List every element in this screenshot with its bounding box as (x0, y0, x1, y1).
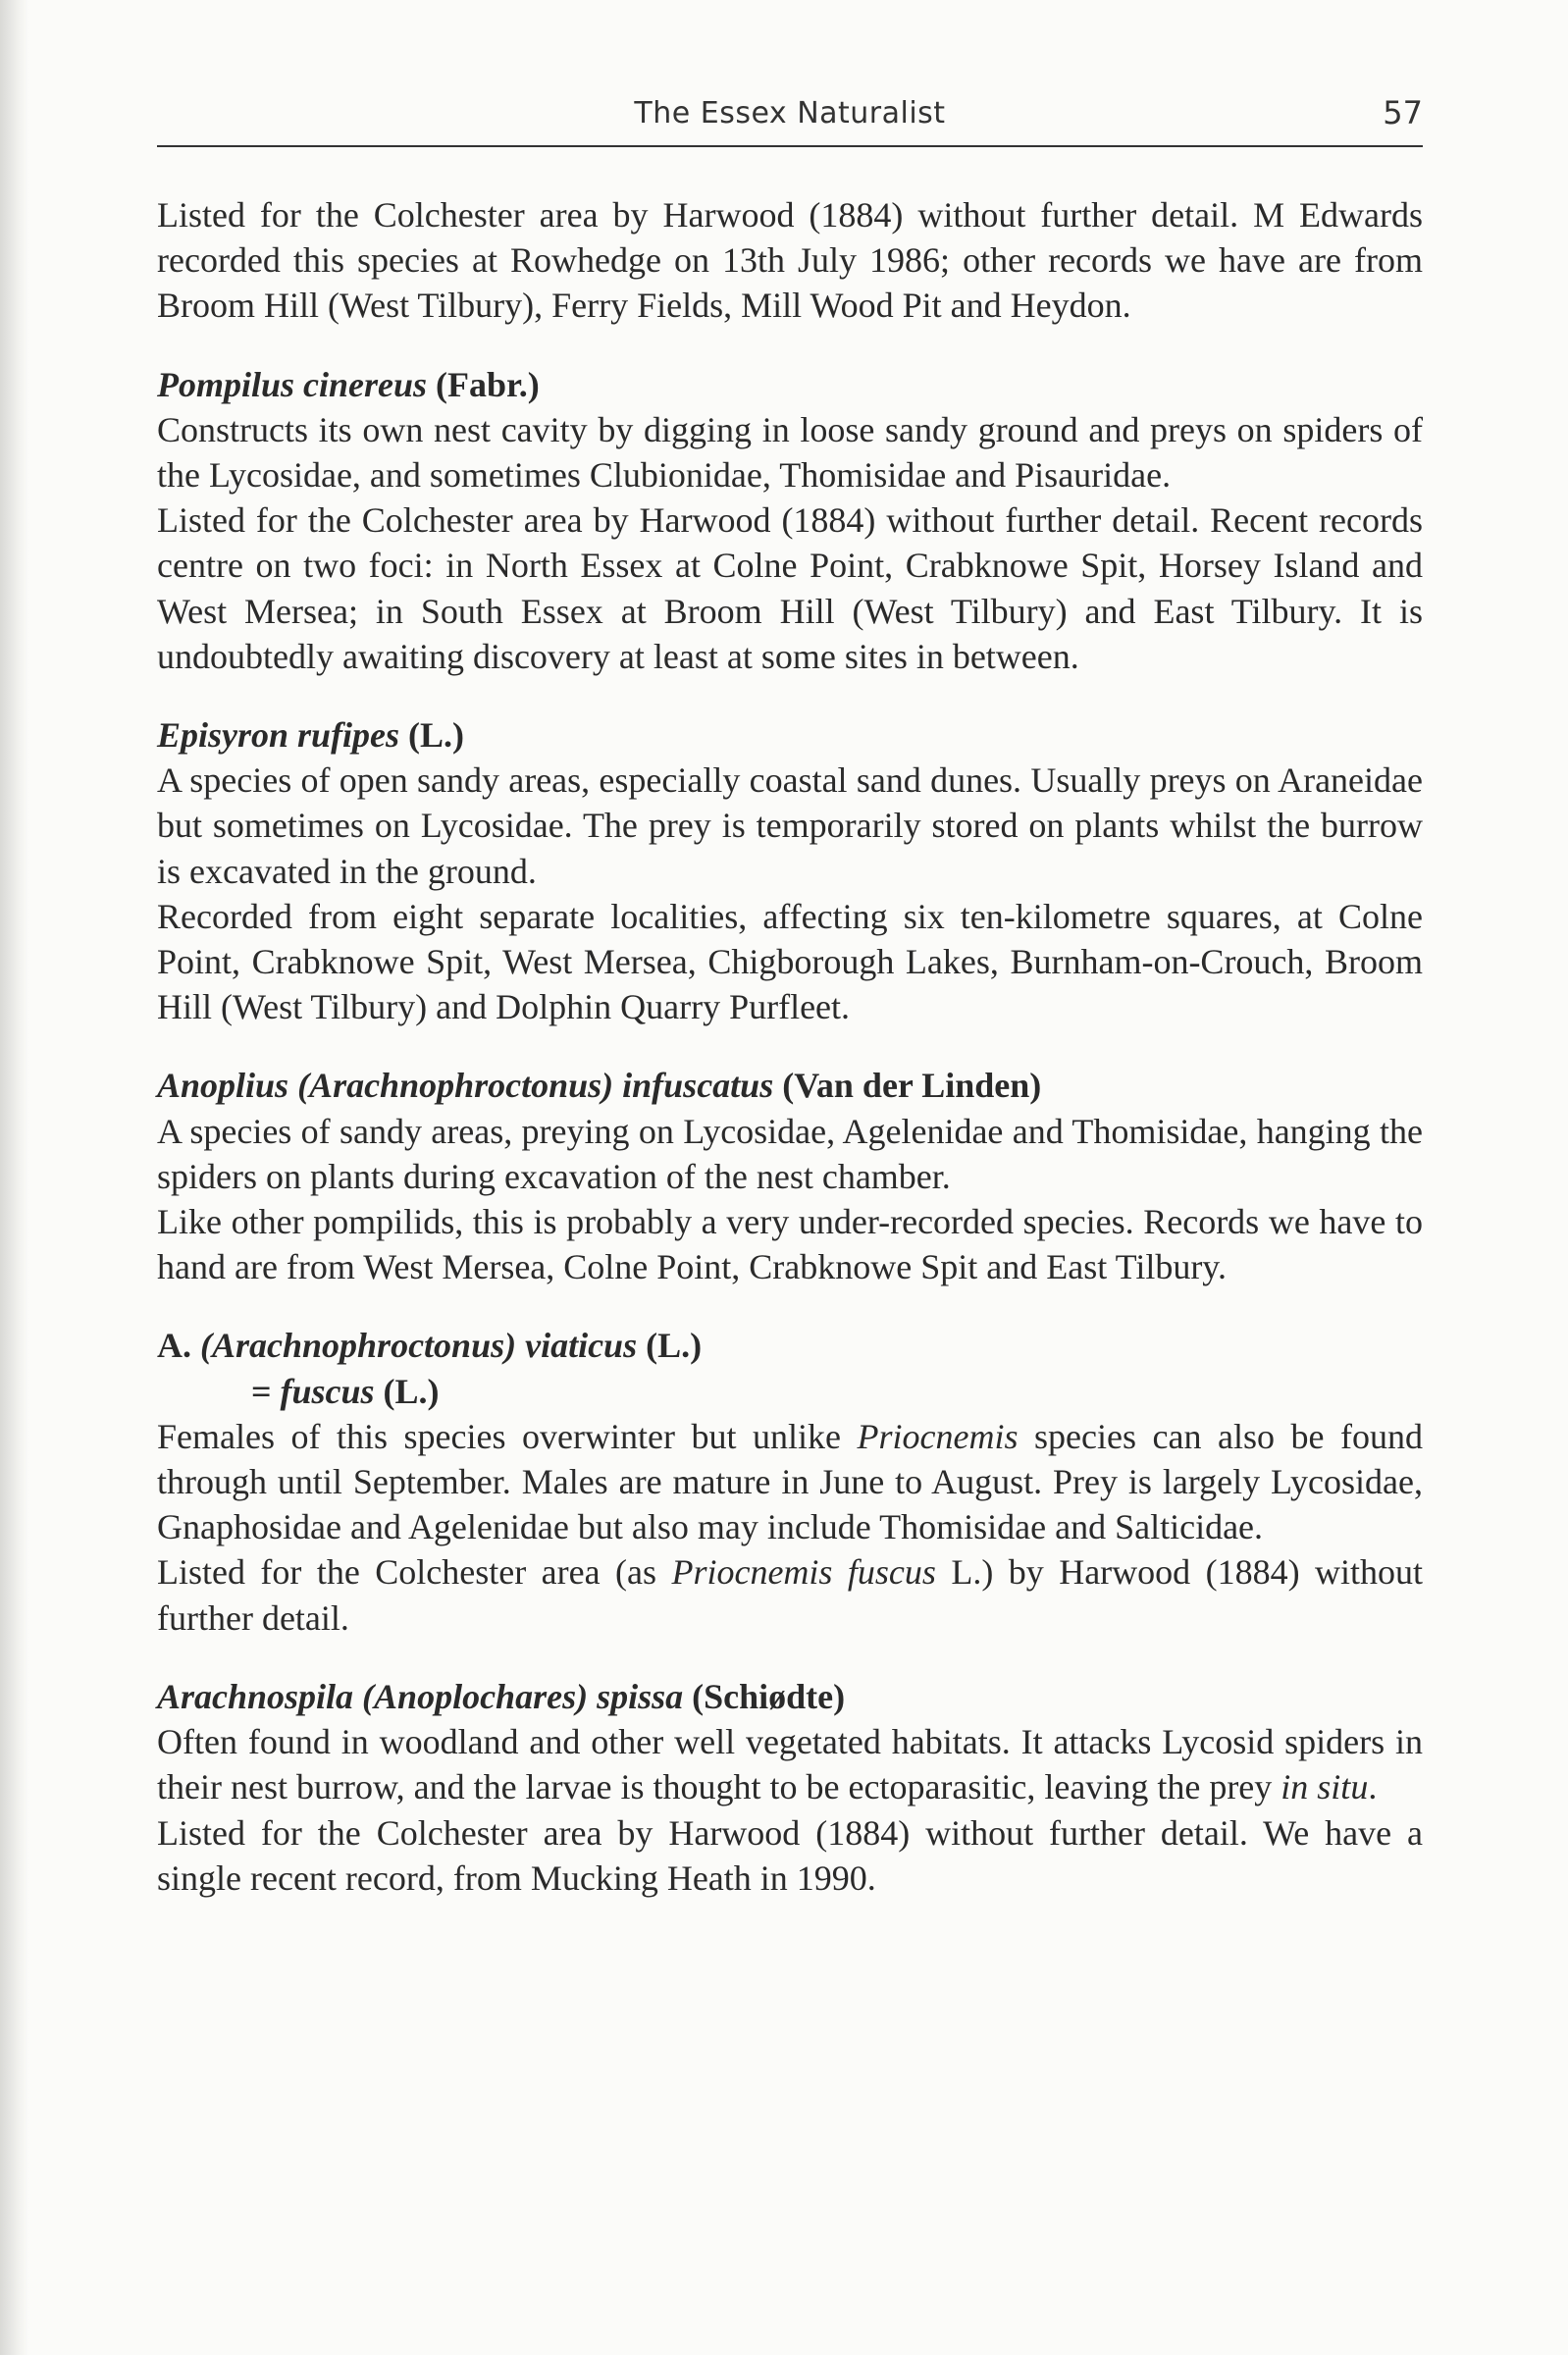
page-number: 57 (1383, 94, 1423, 131)
species-heading (157, 1323, 1423, 1368)
species-records: Listed for the Colchester area by Harwood (1884) without further detail. We have a single recent record, from Mucking Heath in 1990. (157, 1812, 1423, 1898)
page-body (157, 192, 1423, 1934)
species-records: Like other pompilids, this is probably a very under-recorded species. Records we have to hand are from West Mersea, Colne Point, Crabknowe Spit and East Tilbury. (157, 1202, 1423, 1287)
page-header (157, 90, 1423, 147)
species-heading (157, 362, 1423, 407)
running-title: The Essex Naturalist (634, 96, 946, 131)
species-description: A species of sandy areas, preying on Lycosidae, Agelenidae and Thomisidae, hanging the spiders on plants during excavation of the nest chamber. (157, 1111, 1423, 1196)
species-records: Recorded from eight separate localities, affecting six ten-kilometre squares, at Colne Point, Crabknowe Spit, West Mersea, Chigborough Lakes, Burnham-on-Crouch, Broom Hill (West Tilbury) and Dolphin Quarry Purfleet. (157, 896, 1423, 1027)
species-heading (157, 1674, 1423, 1719)
species-entry-arachnospila (157, 1674, 1423, 1901)
italic-phrase: in situ (1281, 1767, 1369, 1807)
species-entry-episyron (157, 712, 1423, 1029)
intro-entry (157, 192, 1423, 329)
synonym-authority: (L.) (383, 1371, 440, 1411)
species-heading (157, 712, 1423, 758)
text-run: Listed for the Colchester area (as (157, 1552, 657, 1593)
species-description (157, 1719, 1423, 1809)
species-name: Episyron rufipes (157, 715, 400, 756)
species-entry-anoplius-infuscatus (157, 1063, 1423, 1289)
species-entry-pompilus (157, 362, 1423, 679)
synonym-equals: = (251, 1371, 272, 1411)
species-heading (157, 1063, 1423, 1108)
species-name: (Arachnophroctonus) viaticus (200, 1326, 638, 1366)
species-authority: (Fabr.) (436, 364, 540, 404)
species-records: Listed for the Colchester area by Harwood (1884) without further detail. Recent records centre on two foci: in North Essex at Colne Point, Crabknowe Spit, Horsey Island and West Mersea; in South Essex at Broom Hill (West Tilbury) and East Tilbury. It is undoubtedly awaiting discovery at least at some sites in between. (157, 500, 1423, 676)
synonym-name: fuscus (280, 1371, 375, 1411)
species-entry-anoplius-viaticus (157, 1323, 1423, 1640)
species-authority: (L.) (408, 715, 465, 756)
species-name: Pompilus cinereus (157, 364, 428, 404)
species-synonym (157, 1369, 1423, 1414)
species-description (157, 1414, 1423, 1550)
text-run: species can also be found through until September. Males are mature in June to August. Prey is largely Lycosidae, Gnaphosidae and Agelenidae but also may include Thomisidae and Salticidae. (157, 1416, 1424, 1547)
page-edge-shadow (0, 0, 29, 2355)
text-run: L.) by Harwood (1884) without further detail. (157, 1552, 1424, 1638)
species-authority: (L.) (646, 1326, 703, 1366)
species-authority: (Schiødte) (692, 1676, 846, 1716)
species-description: Constructs its own nest cavity by digging in loose sandy ground and preys on spiders of the Lycosidae, and sometimes Clubionidae, Thomisidae and Pisauridae. (157, 409, 1423, 496)
species-name: Anoplius (Arachnophroctonus) infuscatus (157, 1066, 774, 1106)
genus-abbreviation: A. (157, 1326, 191, 1366)
text-run: Often found in woodland and other well vegetated habitats. It attacks Lycosid spiders in their nest burrow, and the larvae is thought to be ectoparasitic, leaving the prey (157, 1722, 1423, 1807)
italic-taxon: Priocnemis fuscus (671, 1552, 936, 1593)
text-run: Females of this species overwinter but unlike (157, 1416, 841, 1456)
text-run: . (1368, 1767, 1378, 1807)
species-records (157, 1549, 1423, 1640)
species-description: A species of open sandy areas, especially coastal sand dunes. Usually preys on Araneidae but sometimes on Lycosidae. The prey is temporarily stored on plants whilst the burrow is excavated in the ground. (157, 760, 1423, 891)
intro-paragraph: Listed for the Colchester area by Harwood (1884) without further detail. M Edwards recorded this species at Rowhedge on 13th July 1986; other records we have are from Broom Hill (West Tilbury), Ferry Fields, Mill Wood Pit and Heydon. (157, 195, 1423, 326)
italic-taxon: Priocnemis (857, 1416, 1019, 1456)
species-authority: (Van der Linden) (782, 1066, 1042, 1106)
species-name: Arachnospila (Anoplochares) spissa (157, 1676, 684, 1716)
